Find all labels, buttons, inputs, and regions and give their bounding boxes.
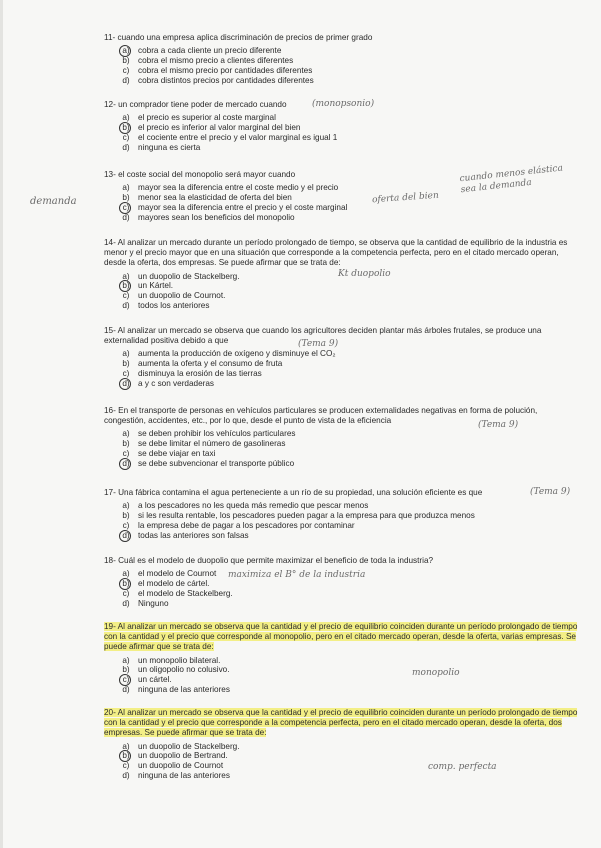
option-c: c) el cociente entre el precio y el valor marginal es igual 1: [122, 132, 338, 142]
option-c: c) se debe viajar en taxi: [122, 449, 216, 458]
annotation-q13-left: demanda: [30, 196, 77, 207]
question-stem: un comprador tiene poder de mercado cuando: [118, 100, 287, 109]
option-c: c) el modelo de Stackelberg.: [122, 588, 233, 598]
option-a: a) aumenta la producción de oxígeno y disminuye el CO₂: [122, 349, 336, 359]
annotation-q15: (Tema 9): [298, 339, 339, 349]
question-stem: Cuál es el modelo de duopolio que permite maximizar el beneficio de toda la industria?: [118, 556, 434, 565]
option-b: b) un duopolio de Bertrand.: [120, 751, 579, 761]
question-11: 11- cuando una empresa aplica discriminación de precios de primer grado a) cobra a cada cliente un precio diferente b) cobra el mismo precio a clientes diferentes c) cobra el mismo precio por cantidades diferentes d) cobra distintos precios por cantidades diferentes: [104, 33, 579, 85]
option-c: c) un duopolio de Cournot.: [122, 291, 226, 301]
scan-edge: [0, 0, 3, 848]
option-b: b) el precio es inferior al valor marginal del bien: [120, 123, 579, 133]
option-d: d) todas las anteriores son falsas: [120, 531, 579, 541]
question-stem: En el transporte de personas en vehículos particulares se producen externalidades negativas en forma de polución, congestión, accidentes, etc., por lo que, desde el punto de vista de la eficiencia: [104, 406, 538, 426]
option-a: a) un duopolio de Stackelberg.: [122, 741, 240, 751]
question-stem: Al analizar un mercado durante un período prolongado de tiempo, se observa que la cantidad de equilibrio de la industria es menor y el precio mayor que en una situación que corresponde a la competencia perfecta, pero en el citado mercado operan, desde la oferta, dos empresas. Se puede afirmar que se trata de:: [104, 238, 568, 268]
option-a: a) a los pescadores no les queda más remedio que pescar menos: [122, 501, 369, 511]
question-17: 17- Una fábrica contamina el agua perteneciente a un río de su propiedad, una solución eficiente es que a) a los pescadores no les queda más remedio que pescar menos b) si les resulta rentable, los pescadores pueden pagar a la empresa para que produzca menos c) la empresa debe de pagar a los pescadores por contaminar d) todas las anteriores son falsas: [104, 488, 579, 540]
question-stem: Al analizar un mercado se observa que la cantidad y el precio de equilibrio coinciden durante un período prolongado de tiempo con la cantidad y el precio que corresponde al monopolio, pero en el citado mercado operan, desde la oferta, varias empresas. Se puede afirmar que se trata de:: [104, 622, 578, 652]
question-20: [104, 708, 579, 781]
option-b: b) un Kártel.: [120, 281, 579, 291]
option-b: b) cobra el mismo precio a clientes diferentes: [122, 56, 294, 65]
annotation-q17: (Tema 9): [530, 487, 571, 497]
question-stem: Una fábrica contamina el agua perteneciente a un río de su propiedad, una solución eficiente es que: [118, 488, 483, 497]
option-b: b) si les resulta rentable, los pescadores pueden pagar a la empresa para que produzca menos: [122, 511, 475, 520]
option-d: d) Ninguno: [122, 598, 169, 608]
option-d: d) todos los anteriores: [122, 301, 210, 310]
option-b: b) aumenta la oferta y el consumo de fruta: [122, 359, 283, 369]
question-18: 18- Cuál es el modelo de duopolio que permite maximizar el beneficio de toda la industria? a) el modelo de Cournot b) el modelo de cártel. c) el modelo de Stackelberg. d) Ninguno: [104, 556, 579, 608]
option-a: a) el modelo de Cournot: [122, 569, 217, 579]
option-d: d) se debe subvencionar el transporte público: [120, 459, 579, 469]
highlight: 20- Al analizar un mercado se observa que la cantidad y el precio de equilibrio coinciden durante un período prolongado de tiempo con la cantidad y el precio que corresponde a la competencia perfecta, pero en el citado mercado operan, desde la oferta, dos empresas. Se puede afirmar que se trata de:: [104, 708, 578, 738]
annotation-q13-right: cuando menos elástica sea la demanda: [459, 163, 564, 196]
option-c: c) cobra el mismo precio por cantidades diferentes: [122, 65, 313, 75]
option-d: d) ninguna de las anteriores: [122, 685, 230, 694]
option-b: b) menor sea la elasticidad de oferta del bien: [122, 193, 292, 202]
question-19: [104, 622, 579, 695]
option-c: c) un cártel.: [120, 675, 579, 685]
option-d: d) ninguna de las anteriores: [122, 771, 230, 780]
option-b: b) se debe limitar el número de gasolineras: [122, 439, 286, 449]
annotation-q19: monopolio: [412, 668, 460, 678]
option-a: a) se deben prohibir los vehículos particulares: [122, 429, 296, 439]
question-15: 15- Al analizar un mercado se observa que cuando los agricultores deciden plantar más árboles frutales, se produce una externalidad positiva debido a que a) aumenta la producción de oxígeno y disminuye el CO₂ b) aumenta la oferta y el consumo de fruta c) disminuya la erosión de las tierras d) a y c son verdaderas: [104, 326, 579, 389]
question-12: 12- un comprador tiene poder de mercado cuando a) el precio es superior al coste marginal b) el precio es inferior al valor marginal del bien c) el cociente entre el precio y el valor marginal es igual 1 d) ninguna es cierta: [104, 100, 579, 152]
option-d: d) cobra distintos precios por cantidades diferentes: [122, 75, 314, 85]
option-d: d) ninguna es cierta: [122, 142, 201, 152]
option-c: c) disminuya la erosión de las tierras: [122, 369, 262, 378]
question-16: 16- En el transporte de personas en vehículos particulares se producen externalidades negativas en forma de polución, congestión, accidentes, etc., por lo que, desde el punto de vista de la eficiencia a) se deben prohibir los vehículos particulares b) se debe limitar el número de gasolineras c) se debe viajar en taxi d) se debe subvencionar el transporte público: [104, 406, 579, 469]
highlight: 19- Al analizar un mercado se observa que la cantidad y el precio de equilibrio coinciden durante un período prolongado de tiempo con la cantidad y el precio que corresponde al monopolio, pero en el citado mercado operan, desde la oferta, varias empresas. Se puede afirmar que se trata de:: [104, 622, 578, 652]
option-a: a) el precio es superior al coste marginal: [122, 113, 276, 123]
option-d: d) a y c son verdaderas: [120, 379, 579, 389]
option-d: d) mayores sean los beneficios del monopolio: [122, 212, 295, 222]
annotation-q14: Kt duopolio: [338, 269, 391, 279]
question-13: 13- el coste social del monopolio será mayor cuando a) mayor sea la diferencia entre el coste medio y el precio b) menor sea la elasticidad de oferta del bien c) mayor sea la diferencia entre el precio y el coste marginal d) mayores sean los beneficios del monopolio: [104, 170, 579, 222]
option-b: b) un oligopolio no colusivo.: [122, 665, 230, 675]
option-c: c) mayor sea la diferencia entre el precio y el coste marginal: [120, 203, 579, 213]
option-a: a) un monopolio bilateral.: [122, 655, 221, 665]
option-a: a) un duopolio de Stackelberg.: [122, 271, 240, 281]
option-c: c) un duopolio de Cournot: [122, 761, 224, 771]
question-14: 14- Al analizar un mercado durante un período prolongado de tiempo, se observa que la cantidad de equilibrio de la industria es menor y el precio mayor que en una situación que corresponde a la competencia perfecta, pero en el citado mercado operan, desde la oferta, dos empresas. Se puede afirmar que se trata de: a) un duopolio de Stackelberg. b) un Kártel. c) un duopolio de Cournot. d) todos los anteriores: [104, 238, 579, 311]
annotation-q16: (Tema 9): [478, 420, 519, 430]
question-stem: Al analizar un mercado se observa que cuando los agricultores deciden plantar más árboles frutales, se produce una externalidad positiva debido a que: [104, 326, 542, 346]
annotation-q12: (monopsonio): [312, 99, 375, 109]
option-a: a) mayor sea la diferencia entre el coste medio y el precio: [122, 183, 339, 193]
annotation-q13-oferta: oferta del bien: [371, 190, 440, 206]
question-stem: Al analizar un mercado se observa que la cantidad y el precio de equilibrio coinciden durante un período prolongado de tiempo con la cantidad y el precio que corresponde a la competencia perfecta, pero en el citado mercado operan, desde la oferta, dos empresas. Se puede afirmar que se trata de:: [104, 708, 578, 738]
annotation-q18: maximiza el B° de la industria: [228, 570, 366, 580]
option-c: c) la empresa debe de pagar a los pescadores por contaminar: [122, 520, 355, 530]
option-a: a) cobra a cada cliente un precio diferente: [120, 46, 579, 56]
annotation-q20: comp. perfecta: [428, 762, 497, 772]
question-stem: el coste social del monopolio será mayor cuando: [118, 170, 296, 179]
option-b: b) el modelo de cártel.: [120, 579, 579, 589]
question-stem: cuando una empresa aplica discriminación de precios de primer grado: [117, 33, 373, 42]
